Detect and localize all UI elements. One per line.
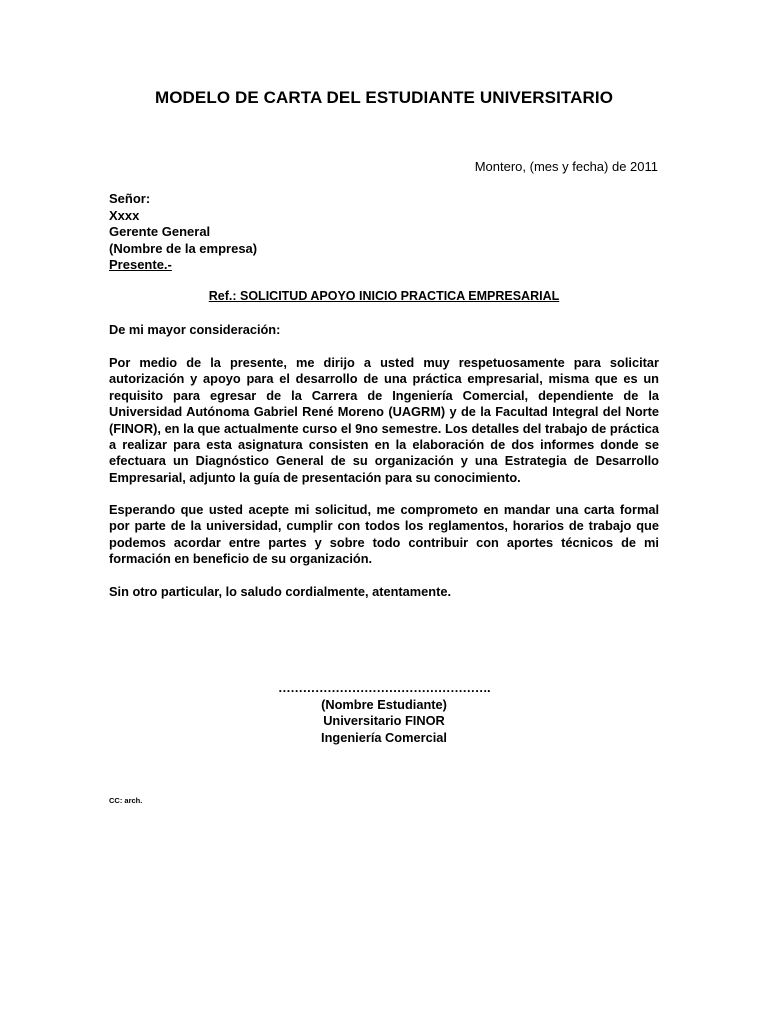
signature-name: (Nombre Estudiante) — [321, 696, 447, 712]
reference-line: Ref.: SOLICITUD APOYO INICIO PRACTICA EMPRESARIAL — [208, 289, 560, 303]
signature-block — [0, 680, 768, 746]
addressee-salutation: Señor: — [109, 191, 151, 206]
addressee-presente: Presente.- — [109, 257, 172, 272]
addressee-block — [109, 191, 257, 274]
signature-line: ……………………………………………. — [277, 680, 491, 695]
letter-date: Montero, (mes y fecha) de 2011 — [474, 159, 658, 174]
addressee-company: (Nombre de la empresa) — [109, 240, 258, 256]
body-paragraph-2: Esperando que usted acepte mi solicitud, me comprometo en mandar una carta formal por parte de la universidad, cumplir con todos los reglamentos, horarios de trabajo que podemos acordar entre partes y sobre todo contribuir con aportes técnicos de mi formación en beneficio de su organización. — [109, 502, 659, 567]
closing-line: Sin otro particular, lo saludo cordialmente, atentamente. — [109, 584, 452, 599]
greeting: De mi mayor consideración: — [109, 322, 281, 337]
body-paragraph-1: Por medio de la presente, me dirijo a usted muy respetuosamente para solicitar autorización y apoyo para el desarrollo de una práctica empresarial, misma que es un requisito para egresar de la Carrera de Ingeniería Comercial, dependiente de la Universidad Autónoma Gabriel René Moreno (UAGRM) y de la Facultad Integral del Norte (FINOR), en la que actualmente curso el 9no semestre. Los detalles del trabajo de práctica a realizar para esta asignatura consisten en la elaboración de dos informes donde se efectuara un Diagnóstico General de su organización y una Estrategia de Desarrollo Empresarial, adjunto la guía de presentación para su conocimiento. — [109, 355, 659, 485]
addressee-position: Gerente General — [109, 224, 211, 239]
signature-institution: Universitario FINOR — [323, 713, 445, 728]
addressee-name: Xxxx — [109, 207, 140, 223]
document-title: MODELO DE CARTA DEL ESTUDIANTE UNIVERSITARIO — [154, 88, 614, 107]
signature-career: Ingeniería Comercial — [321, 729, 447, 745]
cc-note: CC: arch. — [109, 796, 143, 805]
